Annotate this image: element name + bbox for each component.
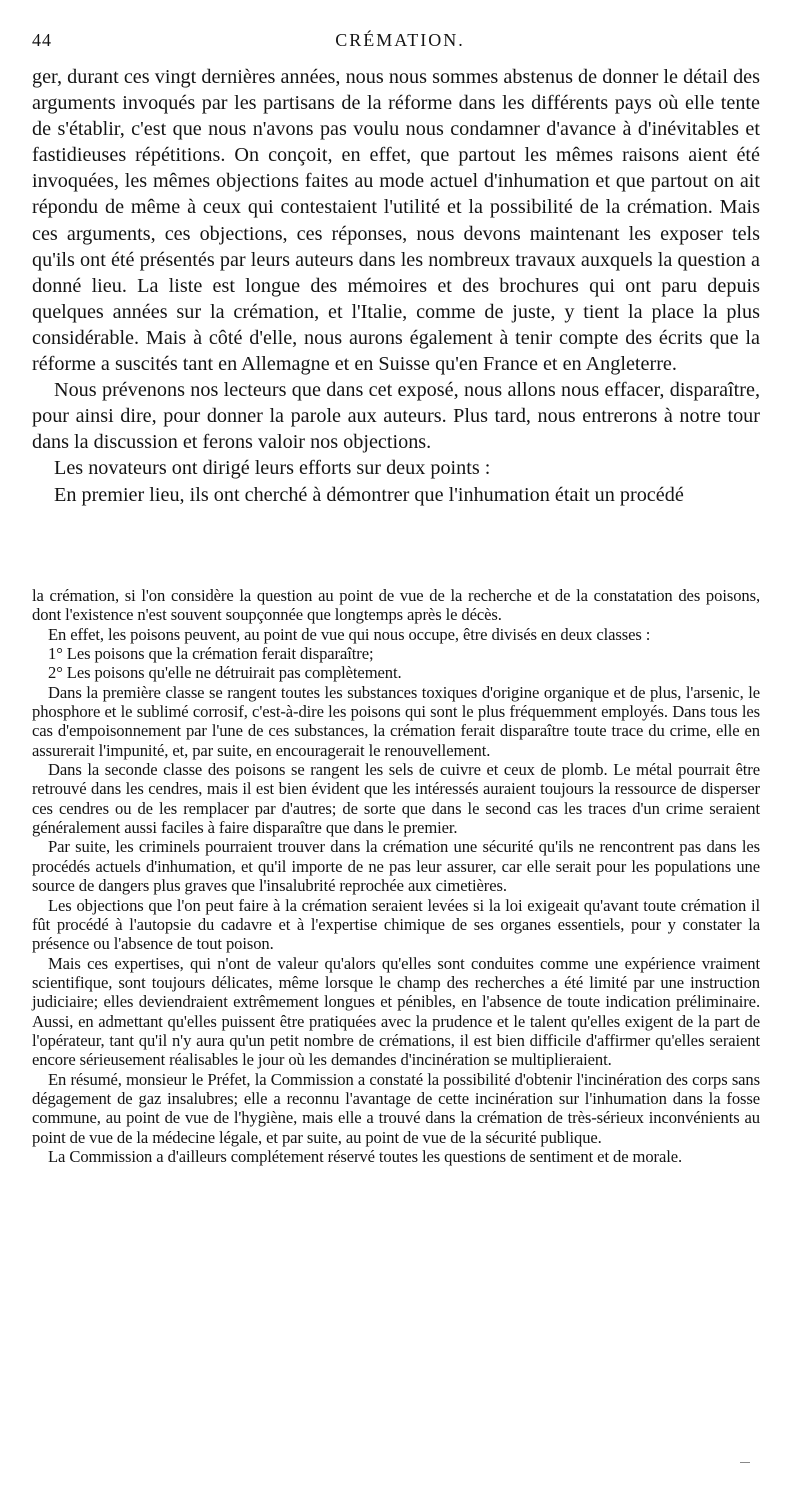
footnote-paragraph: En résumé, monsieur le Préfet, la Commission a constaté la possibilité d'obtenir l'incinération des corps sans dégagement de gaz insalubres; elle a reconnu l'avantage de cette incinération sur l'inhumation dans la fosse commune, au point de vue de l'hygiène, mais elle a trouvé dans la crémation de très-sérieux inconvénients au point de vue de la médecine légale, et par suite, au point de vue de la sécurité publique. (32, 1069, 760, 1147)
main-paragraph-continued: ger, durant ces vingt dernières années, nous nous sommes abstenus de donner le détail des arguments invoqués par les partisans de la réforme dans les différents pays où elle tente de s'établir, c'est que nous n'avons pas voulu nous condamner d'avance à d'inévitables et fastidieuses répétitions. On conçoit, en effet, que partout les mêmes raisons aient été invoquées, les mêmes objections faites au mode actuel d'inhumation et que partout on ait répondu de même à ceux qui contestaient l'utilité et la possibilité de la crémation. Mais ces arguments, ces objections, ces réponses, nous devons maintenant les exposer tels qu'ils ont été présentés par leurs auteurs dans les nombreux travaux auxquels la question a donné lieu. La liste est longue des mémoires et des brochures qui ont paru depuis quelques années sur la crémation, et l'Italie, comme de juste, y tient la place la plus considérable. Mais à côté d'elle, nous aurons également à tenir compte des écrits que la réforme a suscités tant en Allemagne et en Suisse qu'en France et en Angleterre. (32, 66, 760, 376)
running-title: CRÉMATION. (335, 30, 465, 50)
main-paragraph: En premier lieu, ils ont cherché à démontrer que l'inhumation était un procédé (54, 483, 684, 506)
footnote-list-item: 1° Les poisons que la crémation ferait disparaître; (48, 644, 374, 664)
footnote-paragraph: La Commission a d'ailleurs complétement réservé toutes les questions de sentiment et de morale. (48, 1146, 683, 1166)
footnote-paragraph-continued: la crémation, si l'on considère la question au point de vue de la recherche et de la constatation des poisons, dont l'existence n'est souvent soupçonnée que longtemps après le décès. (32, 586, 760, 625)
footnote-paragraph: En effet, les poisons peuvent, au point de vue qui nous occupe, être divisés en deux classes : (48, 624, 651, 644)
footnote-paragraph: Dans la première classe se rangent toutes les substances toxiques d'origine organique et de plus, l'arsenic, le phosphore et le sublimé corrosif, c'est-à-dire les poisons qui sont le plus fréquemment employés. Dans tous les cas d'empoisonnement par l'une de ces substances, la crémation ferait disparaître toute trace du crime, elle en assurerait l'impunité, et, par suite, en encouragerait le renouvellement. (32, 682, 760, 760)
footnote-paragraph: Par suite, les criminels pourraient trouver dans la crémation une sécurité qu'ils ne rencontrent pas dans les procédés actuels d'inhumation, et qu'il importe de ne pas leur assurer, car elle serait pour les populations une source de dangers plus graves que l'insalubrité reprochée aux cimetières. (32, 837, 760, 896)
main-text (32, 64, 760, 508)
footnote-block (32, 586, 760, 1166)
main-paragraph: Nous prévenons nos lecteurs que dans cet exposé, nous allons nous effacer, disparaître, pour ainsi dire, pour donner la parole aux auteurs. Plus tard, nous entrerons à notre tour dans la discussion et ferons valoir nos objections. (32, 379, 760, 454)
page-number: 44 (32, 30, 52, 50)
footnote-list-item: 2° Les poisons qu'elle ne détruirait pas complètement. (48, 663, 402, 683)
page-bottom-mark (740, 1462, 750, 1463)
page-header (32, 30, 768, 54)
footnote-paragraph: Les objections que l'on peut faire à la crémation seraient levées si la loi exigeait qu'avant toute crémation il fût procédé à l'autopsie du cadavre et à l'expertise chimique de ses organes essentiels, pour y constater la présence ou l'absence de tout poison. (32, 895, 760, 954)
footnote-paragraph: Mais ces expertises, qui n'ont de valeur qu'alors qu'elles sont conduites comme une expérience vraiment scientifique, sont toujours délicates, même lorsque le champ des recherches a été limité par une instruction judiciaire; elles deviendraient extrêmement longues et pénibles, en l'absence de toute indication préliminaire. Aussi, en admettant qu'elles puissent être pratiquées avec la prudence et le talent qu'elles exigent de la part de l'opérateur, tant qu'il n'y aura qu'un petit nombre de crémations, il est bien difficile d'affirmer qu'elles seraient encore sérieusement réalisables le jour où les demandes d'incinération se multiplieraient. (32, 953, 760, 1070)
main-paragraph: Les novateurs ont dirigé leurs efforts sur deux points : (54, 457, 491, 480)
footnote-paragraph: Dans la seconde classe des poisons se rangent les sels de cuivre et ceux de plomb. Le métal pourrait être retrouvé dans les cendres, mais il est bien évident que les intéressés auraient toujours la ressource de disperser ces cendres ou de les remplacer par d'autres; de sorte que dans le second cas les traces d'un crime seraient généralement aussi faciles à faire disparaître que dans le premier. (32, 760, 760, 838)
